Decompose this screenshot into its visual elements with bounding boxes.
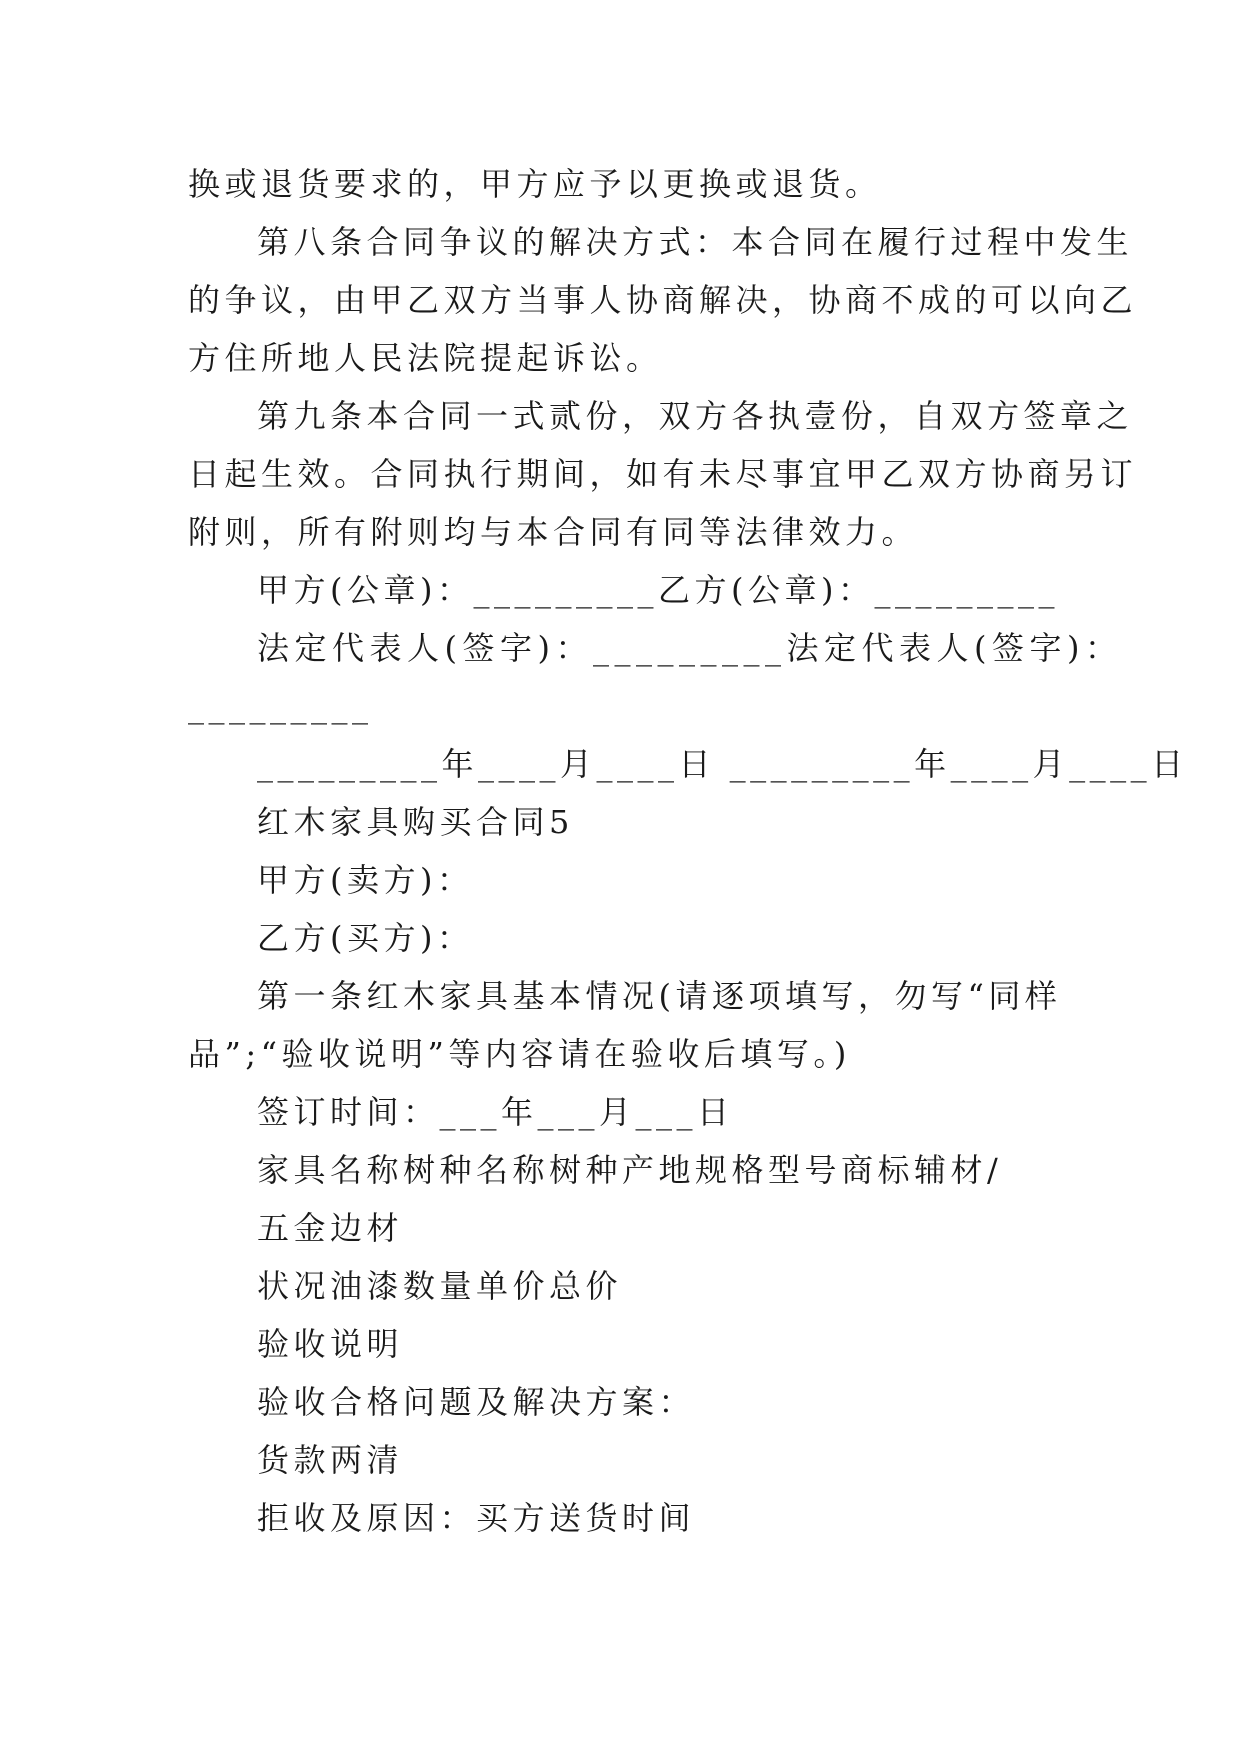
clause-8-title-line: 第八条合同争议的解决方式：本合同在履行过程中发生 [257,223,1134,261]
contract-5-title: 红木家具购买合同5 [257,803,574,841]
acceptance-note-line: 验收说明 [257,1325,404,1363]
date-line: _________年____月____日 _________年____月____日 [257,745,1188,783]
table-header-line-3: 状况油漆数量单价总价 [257,1267,623,1305]
party-b-buyer: 乙方(买方)： [257,919,474,957]
clause-8-line-2: 的争议，由甲乙双方当事人协商解决，协商不成的可以向乙 [188,281,1138,319]
acceptance-issues-line: 验收合格问题及解决方案： [257,1383,696,1421]
seal-line: 甲方(公章)：_________乙方(公章)：_________ [257,571,1059,609]
clause-8-line-3: 方住所地人民法院提起诉讼。 [188,339,663,377]
clause-9-title-line: 第九条本合同一式贰份，双方各执壹份，自双方签章之 [257,397,1134,435]
signing-date-line: 签订时间：___年___月___日 [257,1093,734,1131]
payment-settled-line: 货款两清 [257,1441,404,1479]
party-a-seller: 甲方(卖方)： [257,861,474,899]
clause-9-line-2: 日起生效。合同执行期间，如有未尽事宜甲乙双方协商另订 [188,455,1138,493]
table-header-line-2: 五金边材 [257,1209,404,1247]
rejection-reason-line: 拒收及原因：买方送货时间 [257,1499,696,1537]
representative-signature-line: 法定代表人(签字)：_________法定代表人(签字)： [257,629,1123,667]
paragraph-line-1: 换或退货要求的，甲方应予以更换或退货。 [188,165,882,203]
article-1-title-line: 第一条红木家具基本情况(请逐项填写，勿写“同样 [257,977,1062,1015]
signature-blank-line: _________ [188,687,373,725]
table-header-line-1: 家具名称树种名称树种产地规格型号商标辅材/ [257,1151,1003,1189]
article-1-line-2: 品”;“验收说明”等内容请在验收后填写。) [188,1035,851,1073]
clause-9-line-3: 附则，所有附则均与本合同有同等法律效力。 [188,513,919,551]
